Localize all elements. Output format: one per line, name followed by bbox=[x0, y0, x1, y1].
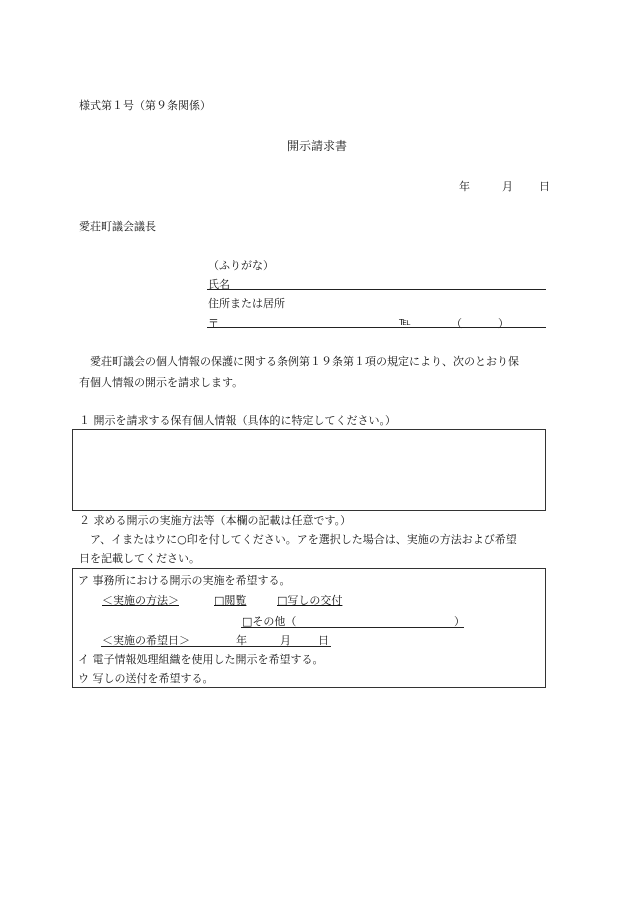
tel-paren-close: ） bbox=[498, 317, 509, 330]
other-close-paren: ） bbox=[454, 615, 465, 628]
method-label: ＜実施の方法＞ bbox=[102, 594, 179, 607]
view-checkbox[interactable]: □閲覧 bbox=[214, 594, 247, 607]
date-day-label: 日 bbox=[539, 180, 550, 193]
desired-year-label: 年 bbox=[236, 634, 247, 647]
name-underline bbox=[207, 289, 546, 290]
desired-date-label: ＜実施の希望日＞ bbox=[102, 634, 190, 647]
desired-month-label: 月 bbox=[280, 634, 291, 647]
addressee: 愛荘町議会議長 bbox=[79, 220, 156, 233]
address-underline bbox=[207, 327, 546, 328]
desired-day-label: 日 bbox=[318, 634, 329, 647]
section1-title: １ 開示を請求する保有個人情報（具体的に特定してください。） bbox=[79, 414, 396, 427]
other-underline bbox=[241, 627, 464, 628]
name-label: 氏名 bbox=[208, 278, 230, 291]
document-title: 開示請求書 bbox=[287, 139, 348, 153]
option-i[interactable]: イ 電子情報処理組織を使用した開示を希望する。 bbox=[78, 653, 324, 666]
section2-note-line1: ア、イまたはウに○印を付してください。アを選択した場合は、実施の方法および希望 bbox=[90, 533, 517, 546]
desired-date-underline bbox=[101, 646, 331, 647]
tel-mark: ℡ bbox=[399, 315, 411, 328]
form-number: 様式第１号（第９条関係） bbox=[79, 99, 211, 112]
address-label: 住所または居所 bbox=[208, 297, 285, 310]
request-text-line2: 有個人情報の開示を請求します。 bbox=[79, 376, 244, 389]
date-month-label: 月 bbox=[502, 180, 513, 193]
disclosure-method-box bbox=[72, 568, 546, 688]
request-text-line1: 愛荘町議会の個人情報の保護に関する条例第１９条第１項の規定により、次のとおり保 bbox=[90, 355, 519, 368]
option-a[interactable]: ア 事務所における開示の実施を希望する。 bbox=[78, 574, 291, 587]
postal-mark: 〒 bbox=[208, 317, 219, 330]
section2-note-line2: 日を記載してください。 bbox=[79, 552, 200, 565]
furigana-label: （ふりがな） bbox=[208, 259, 274, 272]
tel-paren-open: （ bbox=[451, 317, 462, 330]
option-u[interactable]: ウ 写しの送付を希望する。 bbox=[78, 672, 214, 685]
other-checkbox[interactable]: □その他（ bbox=[242, 615, 297, 628]
date-year-label: 年 bbox=[459, 180, 470, 193]
copy-delivery-checkbox[interactable]: □写しの交付 bbox=[277, 594, 343, 607]
section2-title: ２ 求める開示の実施方法等（本欄の記載は任意です。） bbox=[79, 514, 352, 527]
personal-info-box[interactable] bbox=[72, 429, 546, 511]
